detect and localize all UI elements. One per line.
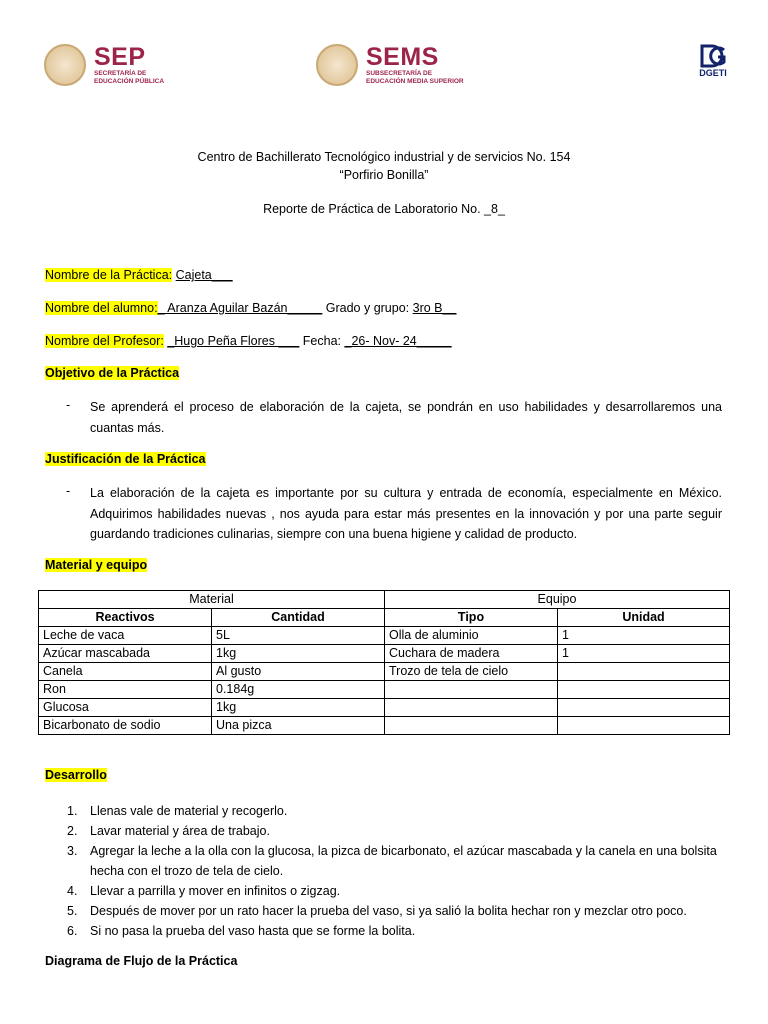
mexican-seal-icon: [316, 44, 358, 86]
material-title: Material y equipo: [45, 558, 148, 572]
school-name: Centro de Bachillerato Tecnológico industrial y de servicios No. 154: [197, 150, 571, 164]
list-item: [45, 801, 725, 821]
table-column-header-row: [39, 609, 730, 627]
table-cell: 1: [558, 645, 730, 663]
sems-sub1: SUBSECRETARÍA DE: [366, 69, 433, 77]
sems-name: SEMS: [366, 42, 439, 71]
table-cell: [385, 699, 558, 717]
date-label: Fecha:: [299, 334, 342, 348]
step-number: 1.: [67, 804, 78, 818]
table-cell: [385, 681, 558, 699]
table-cell: 1kg: [212, 699, 385, 717]
dgeti-emblem-icon: [698, 44, 728, 68]
material-table: [38, 590, 730, 735]
report-title: Reporte de Práctica de Laboratorio No. _8_: [263, 202, 505, 216]
sep-sub1: SECRETARÍA DE: [94, 69, 147, 77]
table-row: [39, 627, 730, 645]
table-cell: [385, 717, 558, 735]
objective-title: Objetivo de la Práctica: [45, 366, 180, 380]
table-cell: 1: [558, 627, 730, 645]
column-header: Tipo: [385, 609, 558, 627]
list-item: [45, 901, 725, 921]
objective-heading: [45, 366, 179, 380]
table-cell: Canela: [39, 663, 212, 681]
table-group-header-row: [39, 591, 730, 609]
table-cell: Al gusto: [212, 663, 385, 681]
table-cell: Olla de aluminio: [385, 627, 558, 645]
table-cell: Cuchara de madera: [385, 645, 558, 663]
list-item: [45, 881, 725, 901]
step-text: Llenas vale de material y recogerlo.: [90, 804, 288, 818]
step-text: Llevar a parrilla y mover en infinitos o zigzag.: [90, 884, 341, 898]
teacher-value: _Hugo Peña Flores ___: [167, 334, 300, 348]
dgeti-name: DGETI: [699, 68, 727, 78]
table-row: [39, 645, 730, 663]
dgeti-logo: [698, 44, 728, 78]
letterhead: [40, 40, 730, 92]
teacher-line: [45, 334, 452, 348]
table-cell: Glucosa: [39, 699, 212, 717]
teacher-label: Nombre del Profesor:: [45, 334, 164, 348]
step-text: Si no pasa la prueba del vaso hasta que se forme la bolita.: [90, 924, 416, 938]
table-row: [39, 699, 730, 717]
date-value: _26- Nov- 24_____: [344, 334, 452, 348]
sep-name: SEP: [94, 42, 146, 71]
table-row: [39, 681, 730, 699]
step-number: 3.: [67, 844, 78, 858]
step-number: 2.: [67, 824, 78, 838]
justification-bullet: -: [66, 484, 71, 498]
practice-label: Nombre de la Práctica:: [45, 268, 173, 282]
sems-logo: [316, 44, 464, 86]
material-heading: [45, 558, 147, 572]
step-number: 4.: [67, 884, 78, 898]
step-text: Agregar la leche a la olla con la glucosa, la pizca de bicarbonato, el azúcar mascabada y la canela en una bolsita hecha con el trozo de tela de cielo.: [90, 844, 717, 878]
table-cell: 5L: [212, 627, 385, 645]
table-cell: 0.184g: [212, 681, 385, 699]
list-item: [45, 841, 725, 881]
school-subtitle: “Porfirio Bonilla”: [339, 168, 429, 182]
flow-diagram-title: Diagrama de Flujo de la Práctica: [45, 954, 238, 968]
step-number: 5.: [67, 904, 78, 918]
objective-bullet: -: [66, 398, 71, 412]
table-cell: [558, 663, 730, 681]
sems-sub2: EDUCACIÓN MEDIA SUPERIOR: [366, 77, 464, 85]
list-item: [45, 921, 725, 941]
justification-text: La elaboración de la cajeta es importante por su cultura y entrada de economía, especialmente en México. Adquirimos habilidades nuevas , nos ayuda para estar más presentes en la innovación y por una parte seguir guardando tradiciones culinarias, siempre con una buena higiene y calidad de producto.: [90, 486, 722, 541]
table-row: [39, 663, 730, 681]
group-label: Grado y grupo:: [322, 301, 410, 315]
column-header: Cantidad: [212, 609, 385, 627]
table-cell: Azúcar mascabada: [39, 645, 212, 663]
step-text: Después de mover por un rato hacer la prueba del vaso, si ya salió la bolita hechar ron y mezclar otro poco.: [90, 904, 687, 918]
table-row: [39, 717, 730, 735]
material-group-header: Material: [39, 591, 385, 609]
table-cell: Una pizca: [212, 717, 385, 735]
practice-value: Cajeta___: [175, 268, 233, 282]
table-cell: Leche de vaca: [39, 627, 212, 645]
table-cell: [558, 699, 730, 717]
group-value: 3ro B__: [412, 301, 457, 315]
table-cell: Ron: [39, 681, 212, 699]
column-header: Unidad: [558, 609, 730, 627]
development-steps: [45, 801, 725, 941]
student-value: _ Aranza Aguilar Bazán_____: [157, 301, 323, 315]
mexican-seal-icon: [44, 44, 86, 86]
table-cell: Trozo de tela de cielo: [385, 663, 558, 681]
list-item: [45, 821, 725, 841]
development-title: Desarrollo: [45, 768, 107, 782]
table-cell: Bicarbonato de sodio: [39, 717, 212, 735]
practice-name-line: [45, 268, 233, 282]
table-cell: [558, 681, 730, 699]
column-header: Reactivos: [39, 609, 212, 627]
justification-title: Justificación de la Práctica: [45, 452, 206, 466]
sep-logo: [44, 44, 164, 86]
step-number: 6.: [67, 924, 78, 938]
objective-text: Se aprenderá el proceso de elaboración de la cajeta, se pondrán en uso habilidades y desarrollaremos una cuantas más.: [90, 400, 722, 435]
student-line: [45, 301, 456, 315]
table-cell: 1kg: [212, 645, 385, 663]
development-heading: [45, 768, 107, 782]
justification-heading: [45, 452, 206, 466]
step-text: Lavar material y área de trabajo.: [90, 824, 270, 838]
student-label: Nombre del alumno:: [45, 301, 158, 315]
sep-sub2: EDUCACIÓN PÚBLICA: [94, 77, 165, 85]
table-cell: [558, 717, 730, 735]
equipment-group-header: Equipo: [385, 591, 730, 609]
